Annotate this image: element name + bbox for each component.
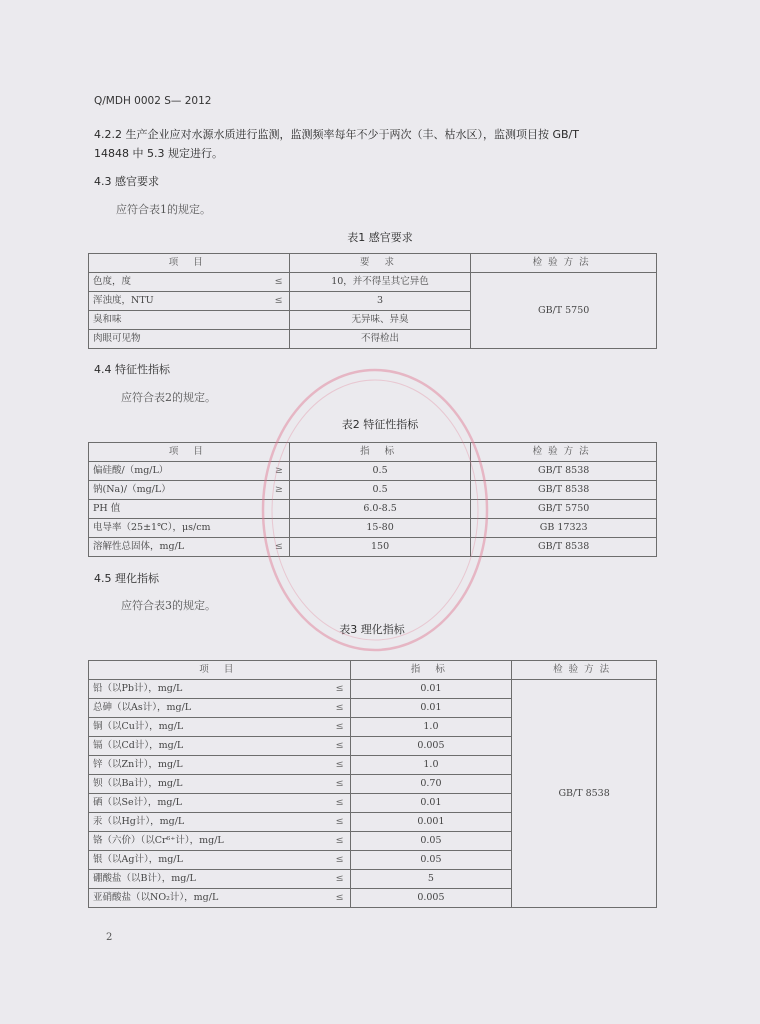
row-value: 5 xyxy=(350,870,512,889)
row-item: 铅（以Pb计），mg/L xyxy=(89,680,304,699)
row-item: 溶解性总固体，mg/L xyxy=(89,538,249,557)
table-header-row xyxy=(89,661,657,680)
row-value: 15-80 xyxy=(289,519,471,538)
row-item: 肉眼可见物 xyxy=(89,330,239,349)
row-value: 1.0 xyxy=(350,756,512,775)
table-header-row xyxy=(89,443,657,462)
row-value: 0.01 xyxy=(350,680,512,699)
row-operator: ≤ xyxy=(303,870,350,889)
section-4-2-2-line2: 14848 中 5.3 规定进行。 xyxy=(94,147,223,160)
row-operator: ≤ xyxy=(303,851,350,870)
table-row xyxy=(89,273,657,292)
table-row xyxy=(89,462,657,481)
row-item: 钠(Na)/（mg/L） xyxy=(89,481,249,500)
doc-code: Q/MDH 0002 S— 2012 xyxy=(94,95,212,107)
table-row xyxy=(89,538,657,557)
row-item: 电导率（25±1℃），μs/cm xyxy=(89,519,249,538)
section-4-5-intro: 应符合表3的规定。 xyxy=(121,599,216,612)
section-4-4-intro: 应符合表2的规定。 xyxy=(121,391,216,404)
row-operator: ≤ xyxy=(303,737,350,756)
row-operator: ≥ xyxy=(248,481,289,500)
col-header-item: 项 目 xyxy=(89,661,351,680)
row-operator xyxy=(248,519,289,538)
table-row xyxy=(89,680,657,699)
row-operator: ≤ xyxy=(303,699,350,718)
row-operator: ≥ xyxy=(248,462,289,481)
row-requirement: 不得检出 xyxy=(289,330,471,349)
table1-sensory xyxy=(88,253,657,349)
row-item: 亚硝酸盐（以NO₂计），mg/L xyxy=(89,889,304,908)
row-value: 0.70 xyxy=(350,775,512,794)
section-4-3-heading: 4.3 感官要求 xyxy=(94,175,159,188)
table1-caption: 表1 感官要求 xyxy=(347,231,413,244)
method-cell: GB/T 8538 xyxy=(512,680,657,908)
row-item: 硒（以Se计），mg/L xyxy=(89,794,304,813)
table3-caption: 表3 理化指标 xyxy=(339,623,405,636)
row-item: 银（以Ag计），mg/L xyxy=(89,851,304,870)
row-item: PH 值 xyxy=(89,500,249,519)
row-item: 钡（以Ba计），mg/L xyxy=(89,775,304,794)
row-operator: ≤ xyxy=(303,889,350,908)
col-header-indicator: 指 标 xyxy=(350,661,512,680)
table-row xyxy=(89,500,657,519)
table2-characteristic xyxy=(88,442,657,557)
row-requirement: 无异味、异臭 xyxy=(289,311,471,330)
row-method: GB/T 8538 xyxy=(471,462,657,481)
row-item: 臭和味 xyxy=(89,311,239,330)
section-4-2-2-line1: 4.2.2 生产企业应对水源水质进行监测，监测频率每年不少于两次（丰、枯水区），监测项目按 GB/T xyxy=(94,128,579,141)
row-method: GB/T 8538 xyxy=(471,538,657,557)
row-item: 铜（以Cu计），mg/L xyxy=(89,718,304,737)
row-operator: ≤ xyxy=(238,273,289,292)
row-value: 0.05 xyxy=(350,851,512,870)
col-header-requirement: 要 求 xyxy=(289,254,471,273)
section-4-4-heading: 4.4 特征性指标 xyxy=(94,363,170,376)
row-requirement: 10，并不得呈其它异色 xyxy=(289,273,471,292)
row-operator: ≤ xyxy=(303,813,350,832)
page-number: 2 xyxy=(106,932,113,943)
table2-caption: 表2 特征性指标 xyxy=(341,418,419,431)
row-method: GB 17323 xyxy=(471,519,657,538)
col-header-item: 项 目 xyxy=(89,443,290,462)
row-value: 0.005 xyxy=(350,889,512,908)
row-item: 镉（以Cd计），mg/L xyxy=(89,737,304,756)
table3-physicochemical xyxy=(88,660,657,908)
row-operator xyxy=(248,500,289,519)
row-value: 0.5 xyxy=(289,481,471,500)
row-method: GB/T 5750 xyxy=(471,500,657,519)
row-value: 150 xyxy=(289,538,471,557)
row-item: 偏硅酸/（mg/L） xyxy=(89,462,249,481)
row-operator: ≤ xyxy=(238,292,289,311)
col-header-item: 项 目 xyxy=(89,254,290,273)
row-operator: ≤ xyxy=(303,718,350,737)
row-item: 汞（以Hg计），mg/L xyxy=(89,813,304,832)
row-operator: ≤ xyxy=(303,680,350,699)
row-item: 锌（以Zn计），mg/L xyxy=(89,756,304,775)
row-item: 铬（六价）（以Cr⁶⁺计），mg/L xyxy=(89,832,304,851)
row-operator xyxy=(238,311,289,330)
table-row xyxy=(89,519,657,538)
row-operator: ≤ xyxy=(303,775,350,794)
row-item: 总砷（以As计），mg/L xyxy=(89,699,304,718)
row-value: 0.5 xyxy=(289,462,471,481)
col-header-indicator: 指 标 xyxy=(289,443,471,462)
col-header-method: 检验方法 xyxy=(471,254,657,273)
row-item: 色度，度 xyxy=(89,273,239,292)
row-method: GB/T 8538 xyxy=(471,481,657,500)
row-item: 浑浊度，NTU xyxy=(89,292,239,311)
row-value: 0.01 xyxy=(350,794,512,813)
row-operator: ≤ xyxy=(303,794,350,813)
row-value: 1.0 xyxy=(350,718,512,737)
row-operator: ≤ xyxy=(303,756,350,775)
row-operator: ≤ xyxy=(303,832,350,851)
row-value: 0.05 xyxy=(350,832,512,851)
row-item: 硼酸盐（以B计），mg/L xyxy=(89,870,304,889)
row-value: 6.0-8.5 xyxy=(289,500,471,519)
col-header-method: 检验方法 xyxy=(471,443,657,462)
method-cell: GB/T 5750 xyxy=(471,273,657,349)
table-header-row xyxy=(89,254,657,273)
section-4-3-intro: 应符合表1的规定。 xyxy=(116,203,211,216)
row-operator: ≤ xyxy=(248,538,289,557)
section-4-5-heading: 4.5 理化指标 xyxy=(94,572,159,585)
row-value: 0.005 xyxy=(350,737,512,756)
row-value: 0.01 xyxy=(350,699,512,718)
row-value: 0.001 xyxy=(350,813,512,832)
table-row xyxy=(89,481,657,500)
col-header-method: 检验方法 xyxy=(512,661,657,680)
row-requirement: 3 xyxy=(289,292,471,311)
row-operator xyxy=(238,330,289,349)
